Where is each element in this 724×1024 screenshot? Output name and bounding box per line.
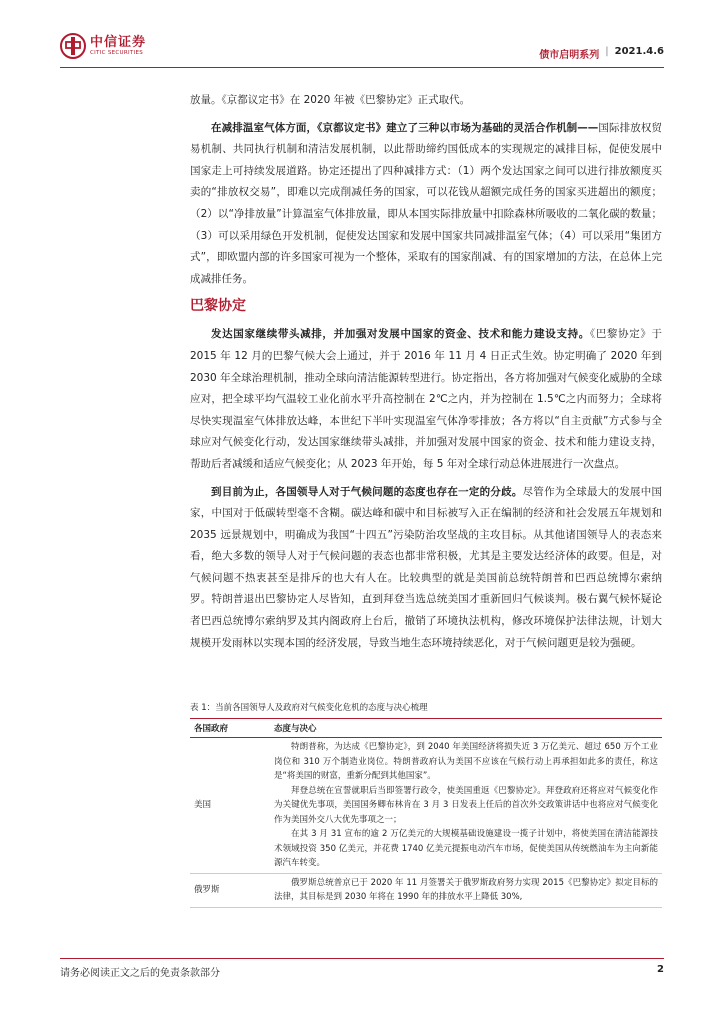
header-divider [60,67,664,68]
page-number: 2 [657,964,664,975]
paragraph-body-text: 国际排放权贸易机制、共同执行机制和清洁发展机制，以此帮助缔约国低成本的实现规定的减排目标，促使发展中国家走上可持续发展道路。协定还提出了四种减排方式：（1）两个发达国家之间可以进行排放额度买卖的“排放权交易”，即难以完成削减任务的国家，可以花钱从超额完成任务的国家买进超出的额度；（2）以“净排放量”计算温室气体排放量，即从本国实际排放量中扣除森林所吸收的二氧化碳的数量；（3）可以采用绿色开发机制，促使发达国家和发展中国家共同减排温室气体；（4）可以采用“集团方式”，即欧盟内部的许多国家可视为一个整体，采取有的国家削减、有的国家增加的方法，在总体上完成减排任务。 [190,121,663,285]
table-row [190,738,662,874]
paragraph-kyoto-mechanisms [190,118,662,291]
footer-divider [60,958,664,959]
paragraph-lead-bold: 在减排温室气体方面，《京都议定书》建立了三种以市场为基础的灵活合作机制—— [211,121,599,134]
table-cell-paragraph: 在其 3 月 31 宣布的逾 2 万亿美元的大规模基础设施建设一揽子计划中，将使美国在清洁能源技术领域投资 350 亿美元，并花费 1740 亿美元提振电动汽车市场，促使美国从传统燃油车为主向新能源汽车转变。 [274,829,658,868]
main-content [190,90,662,660]
table-header-row [190,719,662,738]
table-header-country: 各国政府 [190,719,270,738]
section-title-paris: 巴黎协定 [190,298,246,315]
paragraph-lead-bold: 发达国家继续带头减排，并加强对发展中国家的资金、技术和能力建设支持。 [211,328,590,341]
table-cell-paragraph: 俄罗斯总统普京已于 2020 年 11 月签署关于俄罗斯政府努力实现 2015《巴黎协定》拟定目标的法律，其目标是到 2030 年将在 1990 年的排放水平上降低 30%, [274,877,658,902]
attitude-table [190,718,662,908]
logo-english-name: CITIC SECURITIES [90,50,144,56]
paragraph-kyoto-end: 放量。《京都议定书》在 2020 年被《巴黎协定》正式取代。 [190,94,471,106]
footer-disclaimer: 请务必阅读正文之后的免责条款部分 [60,968,220,979]
paragraph-paris-agreement [190,324,662,475]
report-series: 债市启明系列 [539,50,600,61]
table-cell-country: 美国 [190,738,270,874]
attitude-table-section [190,701,662,908]
header-meta [539,46,664,61]
paragraph-lead-bold: 到目前为止，各国领导人对于气候问题的态度也存在一定的分歧。 [211,485,523,498]
paragraph-leader-attitudes [190,482,662,655]
table-row [190,873,662,907]
table-caption: 表 1：当前各国领导人及政府对气候变化危机的态度与决心梳理 [190,703,428,713]
page-header [60,28,664,64]
table-cell-paragraph: 特朗普称，为达成《巴黎协定》，到 2040 年美国经济将损失近 3 万亿美元、超过 650 万个工业岗位和 310 万个制造业岗位。特朗普政府认为美国不应该在气候行动上再承担如此多的责任，称这是“将美国的财富，重新分配到其他国家”。 [274,742,658,781]
table-header-attitude: 态度与决心 [270,719,662,738]
citic-logo-icon [60,33,86,59]
logo-chinese-name: 中信证券 [90,35,147,50]
table-cell-attitude [270,738,662,874]
citic-logo [60,30,146,62]
paragraph-body-text: 《巴黎协定》于 2015 年 12 月的巴黎气候大会上通过，并于 2016 年 11 月 4 日正式生效。协定明确了 2020 年到 2030 年全球治理机制，推动全球向清洁能源转型进行。协定指出，各方将加强对气候变化威胁的全球应对，把全球平均气温较工业化前水平升高控制在 2℃之内，并为控制在 1.5℃之内而努力；全球将尽快实现温室气体排放达峰，本世纪下半叶实现温室气体净零排放；各方将以“自主贡献”方式参与全球应对气候变化行动，发达国家继续带头减排，并加强对发展中国家的资金、技术和能力建设支持，帮助后者减缓和适应气候变化；从 2023 年开始，每 5 年对全球行动总体进展进行一次盘点。 [190,328,663,470]
header-separator: | [605,46,609,57]
report-date: 2021.4.6 [614,46,664,57]
paragraph-body-text: 尽管作为全球最大的发展中国家，中国对于低碳转型毫不含糊。碳达峰和碳中和目标被写入正在编制的经济和社会发展五年规划和 2035 远景规划中，明确成为我国“十四五”污染防治攻坚战的主攻目标。从其他诸国领导人的表态来看，绝大多数的领导人对于气候问题的表态也都非常积极，尤其是主要发达经济体的政要。但是，对气候问题不热衷甚至是排斥的也大有人在。比较典型的就是美国前总统特朗普和巴西总统博尔索纳罗。特朗普退出巴黎协定人尽皆知，直到拜登当选总统美国才重新回归气候谈判。极右翼气候怀疑论者巴西总统博尔索纳罗及其内阁政府上台后，撤销了环境执法机构，修改环境保护法律法规，计划大规模开发雨林以实现本国的经济发展，导致当地生态环境持续恶化，对于气候问题更是较为强硬。 [190,485,663,649]
table-cell-paragraph: 拜登总统在宣誓就职后当即签署行政令，使美国重返《巴黎协定》。拜登政府还将应对气候变化作为关键优先事项，美国国务卿布林肯在 3 月 3 日发表上任后的首次外交政策讲话中也将应对气候变化作为美国外交八大优先事项之一； [274,785,658,825]
table-cell-attitude [270,873,662,907]
table-cell-country: 俄罗斯 [190,873,270,907]
